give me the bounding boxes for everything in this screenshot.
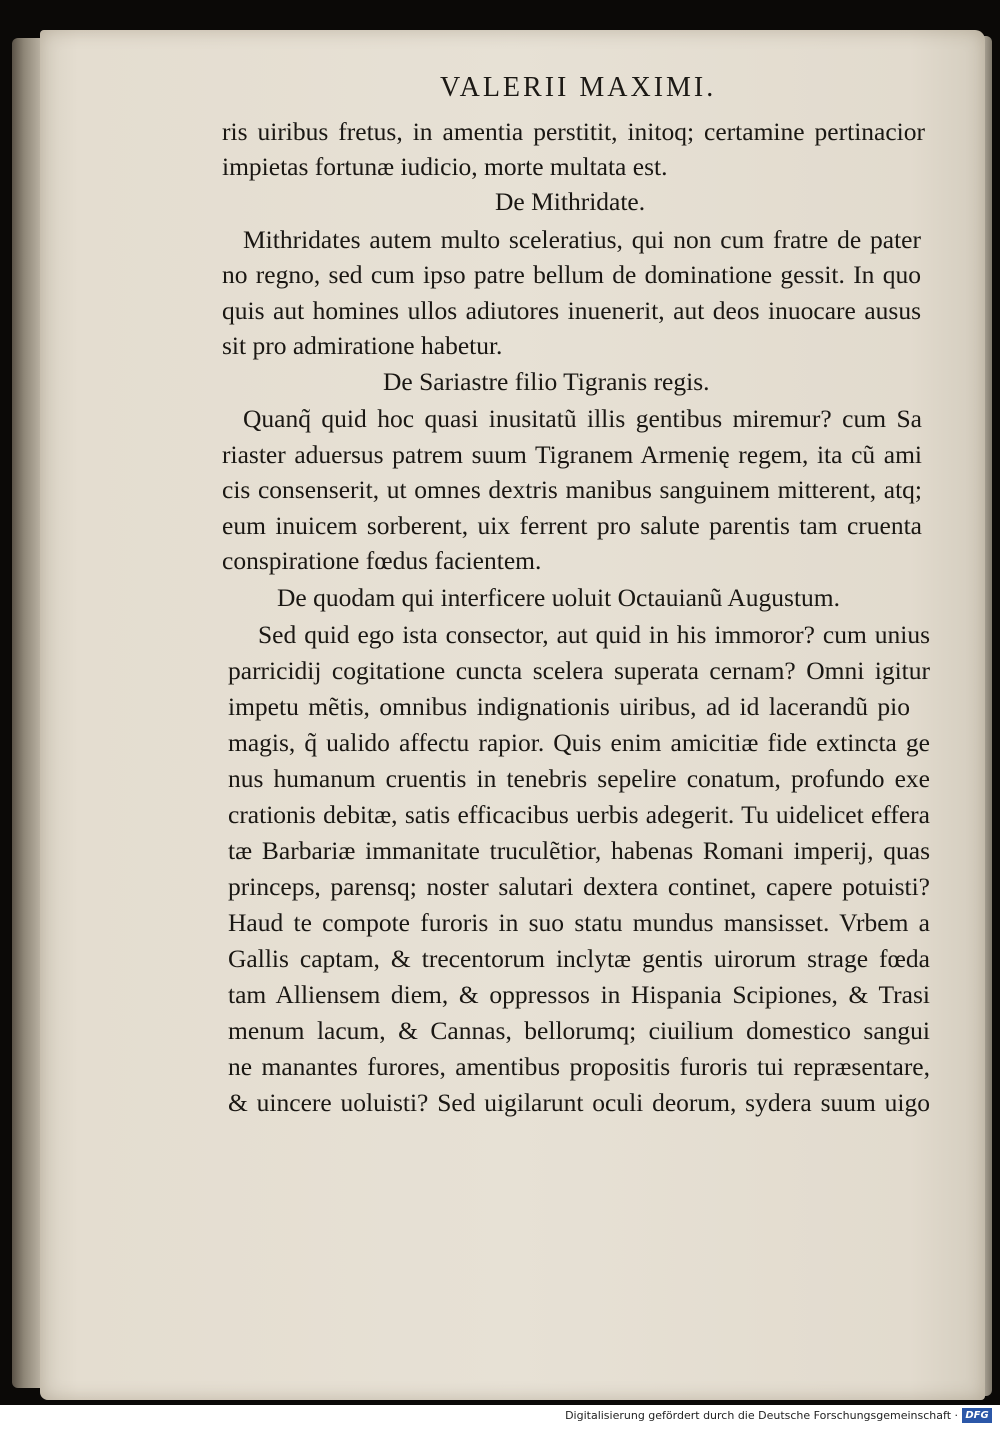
text-line: eum inuicem sorberent, uix ferrent pro salute parentis tam cruenta — [222, 511, 922, 540]
section-heading-octavianus: De quodam qui interficere uoluit Octauianũ Augustum. — [277, 583, 840, 612]
text-line: no regno, sed cum ipso patre bellum de dominatione gessit. In quo — [222, 260, 921, 289]
footer-bar — [0, 1405, 1000, 1429]
text-line: & uincere uoluisti? Sed uigilarunt oculi deorum, sydera suum uigo — [228, 1088, 930, 1117]
page-stack-edge-left — [12, 38, 42, 1388]
text-line: conspiratione fœdus facientem. — [222, 546, 542, 575]
text-line: nus humanum cruentis in tenebris sepelire conatum, profundo exe — [228, 764, 930, 793]
funding-credit: Digitalisierung gefördert durch die Deutsche Forschungsgemeinschaft · — [565, 1409, 958, 1422]
text-line: ne manantes furores, amentibus propositis furoris tui repræsentare, — [228, 1052, 930, 1081]
text-line: crationis debitæ, satis efficacibus uerbis adegerit. Tu uidelicet effera — [228, 800, 930, 829]
text-line: magis, q̃ ualido affectu rapior. Quis enim amicitiæ fide extincta ge — [228, 728, 930, 757]
text-line: Sed quid ego ista consector, aut quid in his immoror? cum unius — [258, 620, 930, 649]
running-head: VALERII MAXIMI. — [440, 72, 717, 103]
text-line: menum lacum, & Cannas, bellorumq; ciuilium domestico sangui — [228, 1016, 930, 1045]
text-line: ris uiribus fretus, in amentia perstitit, initoq; certamine pertinacior — [222, 117, 925, 146]
text-line: Quanq̃ quid hoc quasi inusitatũ illis gentibus miremur? cum Sa — [243, 404, 922, 433]
text-line: Haud te compote furoris in suo statu mundus mansisset. Vrbem a — [228, 908, 930, 937]
text-line: Mithridates autem multo sceleratius, qui non cum fratre de pater — [243, 225, 921, 254]
text-line: tæ Barbariæ immanitate truculẽtior, habenas Romani imperij, quas — [228, 836, 930, 865]
section-heading-sariastre: De Sariastre filio Tigranis regis. — [383, 367, 710, 396]
dfg-logo: DFG — [962, 1408, 992, 1423]
text-line: tam Alliensem diem, & oppressos in Hispania Scipiones, & Trasi — [228, 980, 930, 1009]
text-line: parricidij cogitatione cuncta scelera superata cernam? Omni igitur — [228, 656, 930, 685]
text-line: quis aut homines ullos adiutores inuenerit, aut deos inuocare ausus — [222, 296, 921, 325]
text-line: impetu mẽtis, omnibus indignationis uiribus, ad id lacerandũ pio — [228, 692, 910, 721]
text-line: sit pro admiratione habetur. — [222, 331, 503, 360]
text-line: riaster aduersus patrem suum Tigranem Armenię regem, ita cũ ami — [222, 440, 922, 469]
text-line: princeps, parensq; noster salutari dextera continet, capere potuisti? — [228, 872, 930, 901]
section-heading-mithridate: De Mithridate. — [495, 187, 646, 216]
text-line: cis consenserit, ut omnes dextris manibus sanguinem mitterent, atq; — [222, 475, 922, 504]
text-line: impietas fortunæ iudicio, morte multata est. — [222, 152, 668, 181]
text-line: Gallis captam, & trecentorum inclytæ gentis uirorum strage fœda — [228, 944, 930, 973]
